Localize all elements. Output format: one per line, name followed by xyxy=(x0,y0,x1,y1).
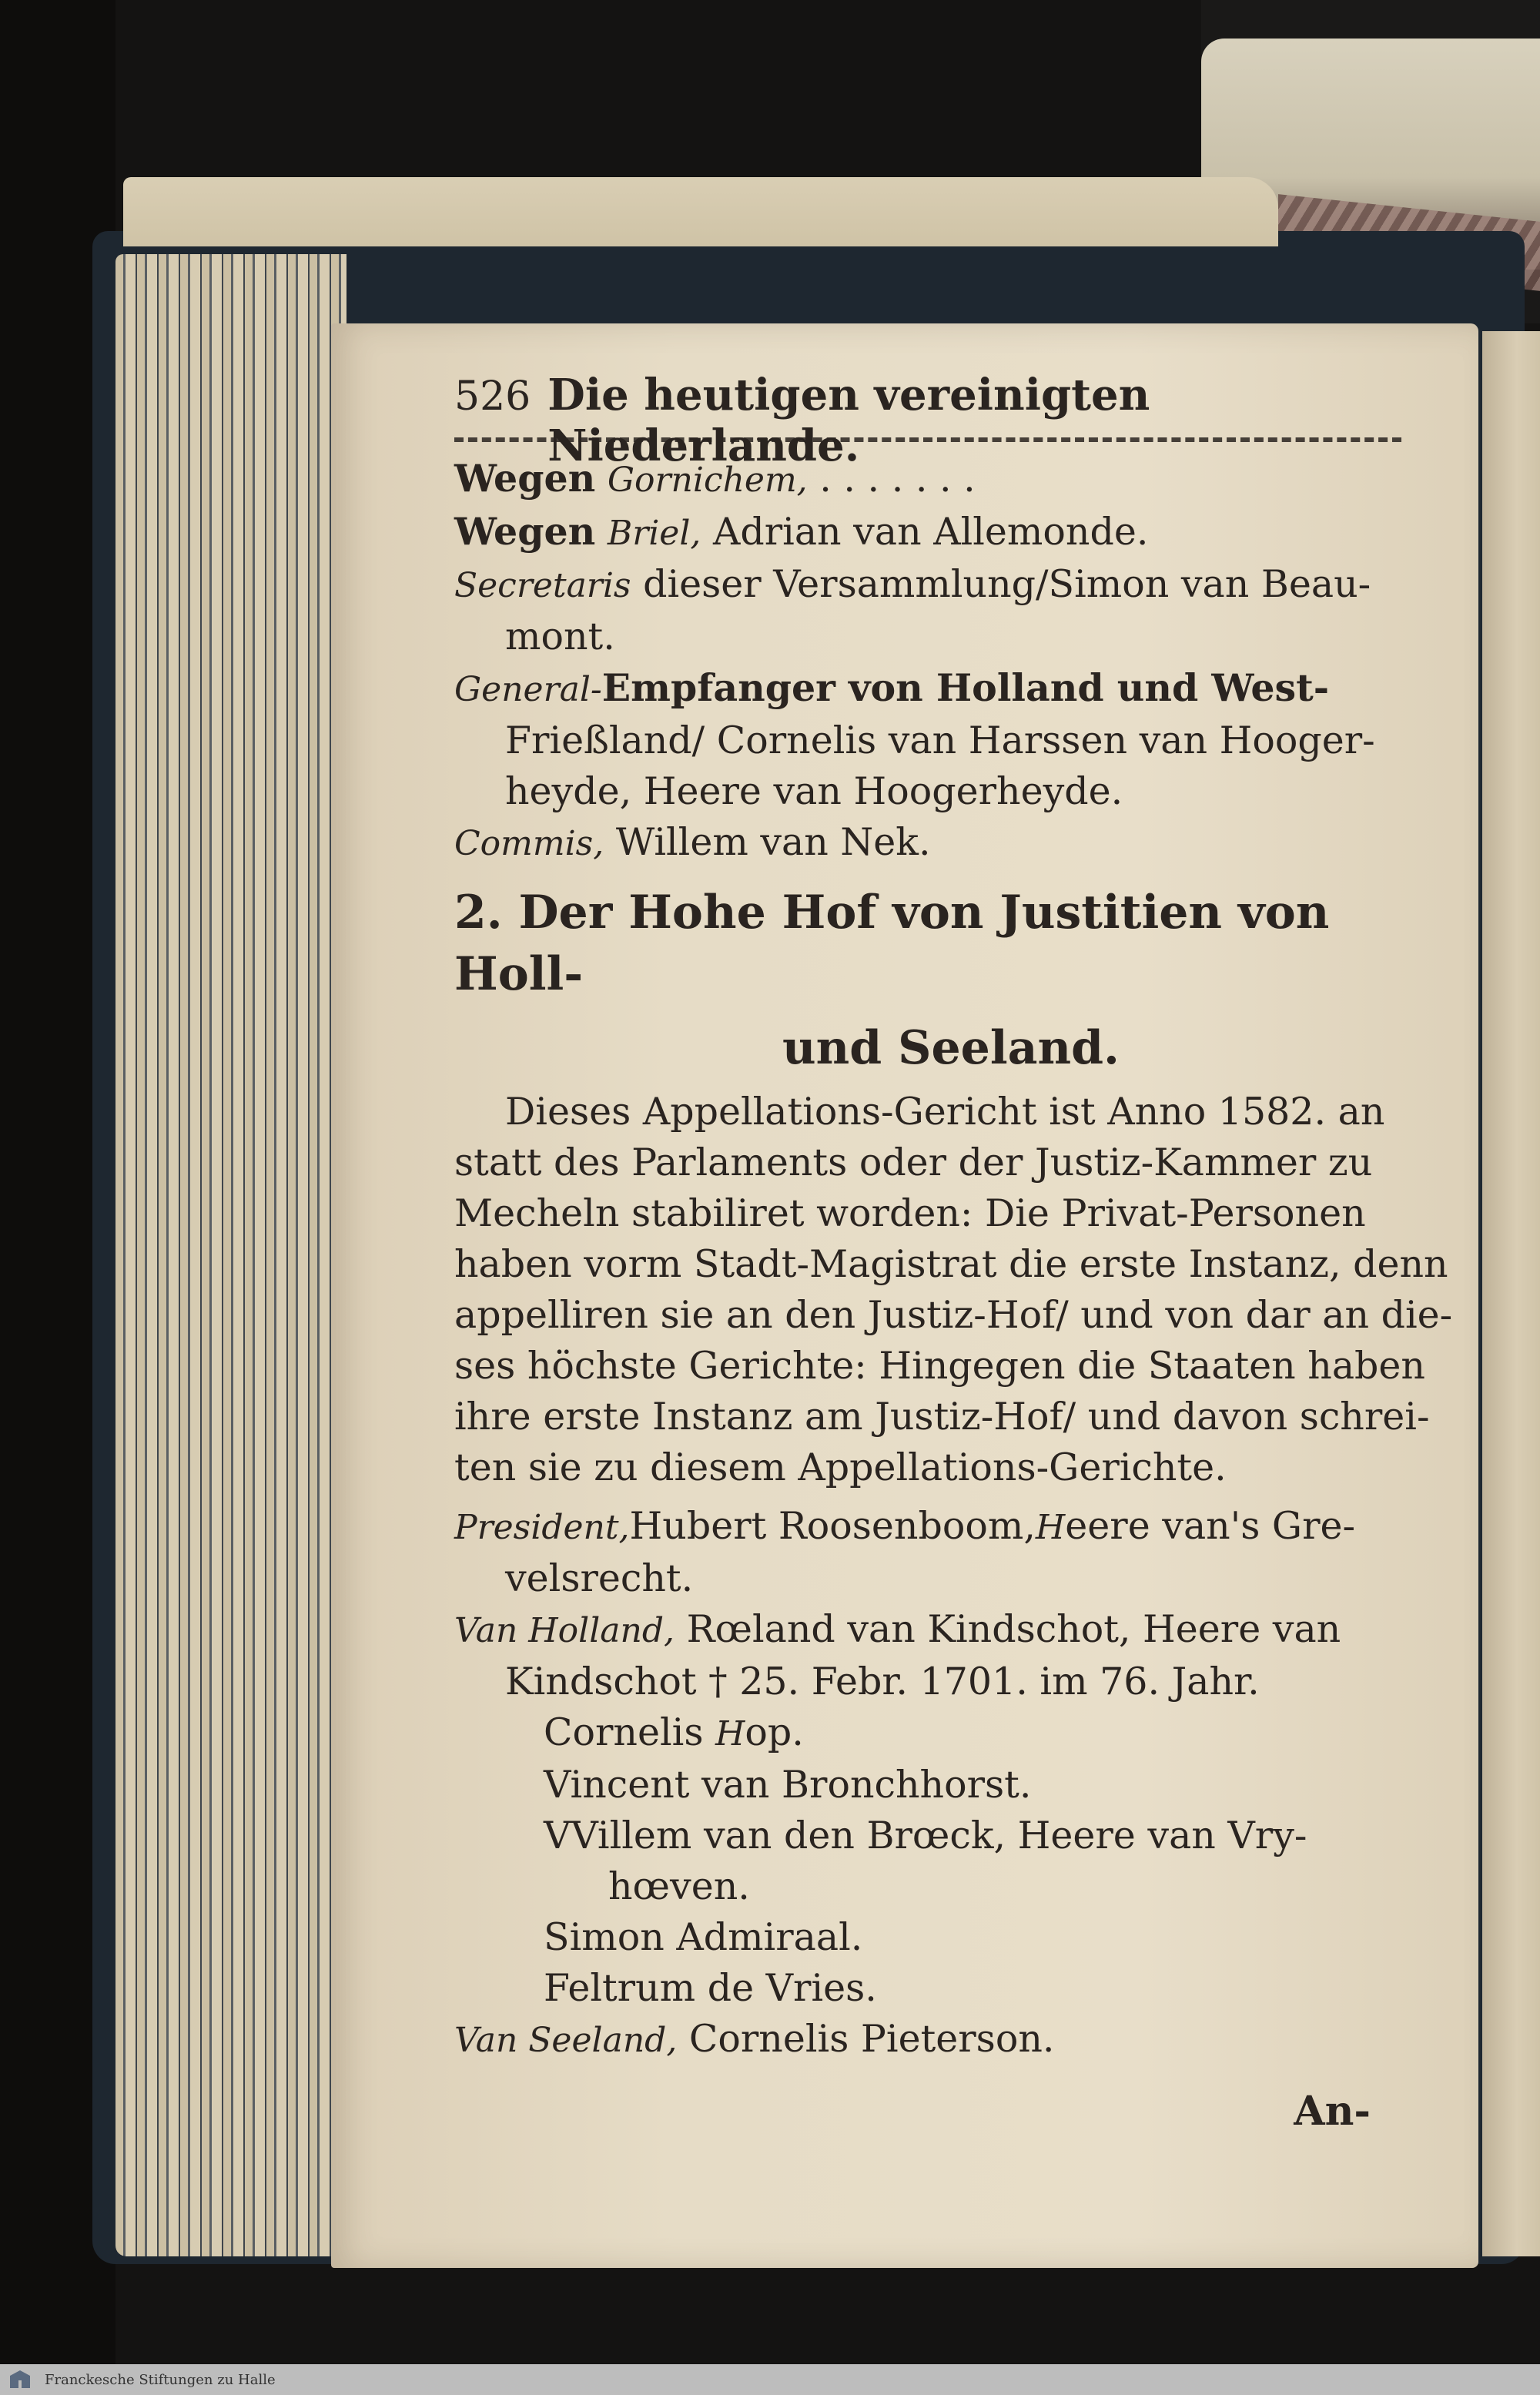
catchword: An- xyxy=(1294,2088,1371,2135)
officials-list xyxy=(454,453,1401,869)
list-item: General-Empfanger von Holland und West- xyxy=(454,665,1330,710)
list-item: heyde, Heere van Hoogerheyde. xyxy=(505,769,1123,813)
paragraph-line: statt des Parlaments oder der Justiz-Kammer zu xyxy=(454,1141,1373,1184)
section-heading-continued: und Seeland. xyxy=(782,1021,1120,1075)
list-item: Feltrum de Vries. xyxy=(544,1966,877,2010)
paragraph-line: Mecheln stabiliret worden: Die Privat-Personen xyxy=(454,1191,1366,1235)
list-item: Commis, Willem van Nek. xyxy=(454,820,931,864)
paragraph-line: appelliren sie an den Justiz-Hof/ und von dar an die- xyxy=(454,1293,1453,1337)
list-item: Kindschot † 25. Febr. 1701. im 76. Jahr. xyxy=(505,1660,1260,1703)
list-item: Wegen Gornichem, . . . . . . . xyxy=(454,456,976,501)
list-item: hœven. xyxy=(608,1864,750,1908)
running-title: Die heutigen vereinigten Niederlande. xyxy=(547,370,1150,471)
paragraph-line: ses höchste Gerichte: Hingegen die Staaten haben xyxy=(454,1344,1425,1388)
list-item: Frießland/ Cornelis van Harssen van Hooger- xyxy=(505,718,1375,762)
list-item: Secretaris dieser Versammlung/Simon van Beau- xyxy=(454,562,1371,606)
institution-logo-icon xyxy=(6,2368,34,2391)
paragraph-line: haben vorm Stadt-Magistrat die erste Instanz, denn xyxy=(454,1242,1448,1286)
page-edges xyxy=(116,254,346,2256)
list-item: Wegen Briel, Adrian van Allemonde. xyxy=(454,509,1149,554)
paragraph-line: Dieses Appellations-Gericht ist Anno 1582. an xyxy=(505,1090,1385,1134)
paragraph-line: ihre erste Instanz am Justiz-Hof/ und davon schrei- xyxy=(454,1395,1430,1439)
list-item: Simon Admiraal. xyxy=(544,1915,863,1959)
list-item: Van Seeland, Cornelis Pieterson. xyxy=(454,2017,1055,2061)
footer-bar xyxy=(0,2364,1540,2395)
list-item: President,Hubert Roosenboom,Heere van's Gre- xyxy=(454,1504,1356,1548)
institution-name: Franckesche Stiftungen zu Halle xyxy=(45,2371,276,2388)
running-header xyxy=(454,370,1401,471)
list-item: VVillem van den Brœck, Heere van Vry- xyxy=(544,1814,1307,1857)
list-item: Cornelis Hop. xyxy=(544,1710,804,1754)
list-item: Van Holland, Rœland van Kindschot, Heere van xyxy=(454,1607,1341,1651)
page-text xyxy=(454,370,1453,2137)
section-heading: 2. Der Hohe Hof von Justitien von Holl- xyxy=(454,886,1330,1001)
paragraph-line: ten sie zu diesem Appellations-Gerichte. xyxy=(454,1445,1227,1489)
header-rule xyxy=(454,437,1401,442)
page-number: 526 xyxy=(454,373,531,420)
body-paragraph xyxy=(454,1087,1453,1493)
list-item: Vincent van Bronchhorst. xyxy=(544,1763,1032,1807)
book-top-edge xyxy=(123,177,1278,246)
list-item: mont. xyxy=(505,615,615,658)
list-item: velsrecht. xyxy=(505,1556,694,1600)
members-list xyxy=(454,1501,1401,2066)
facing-page-edge xyxy=(1482,331,1540,2256)
